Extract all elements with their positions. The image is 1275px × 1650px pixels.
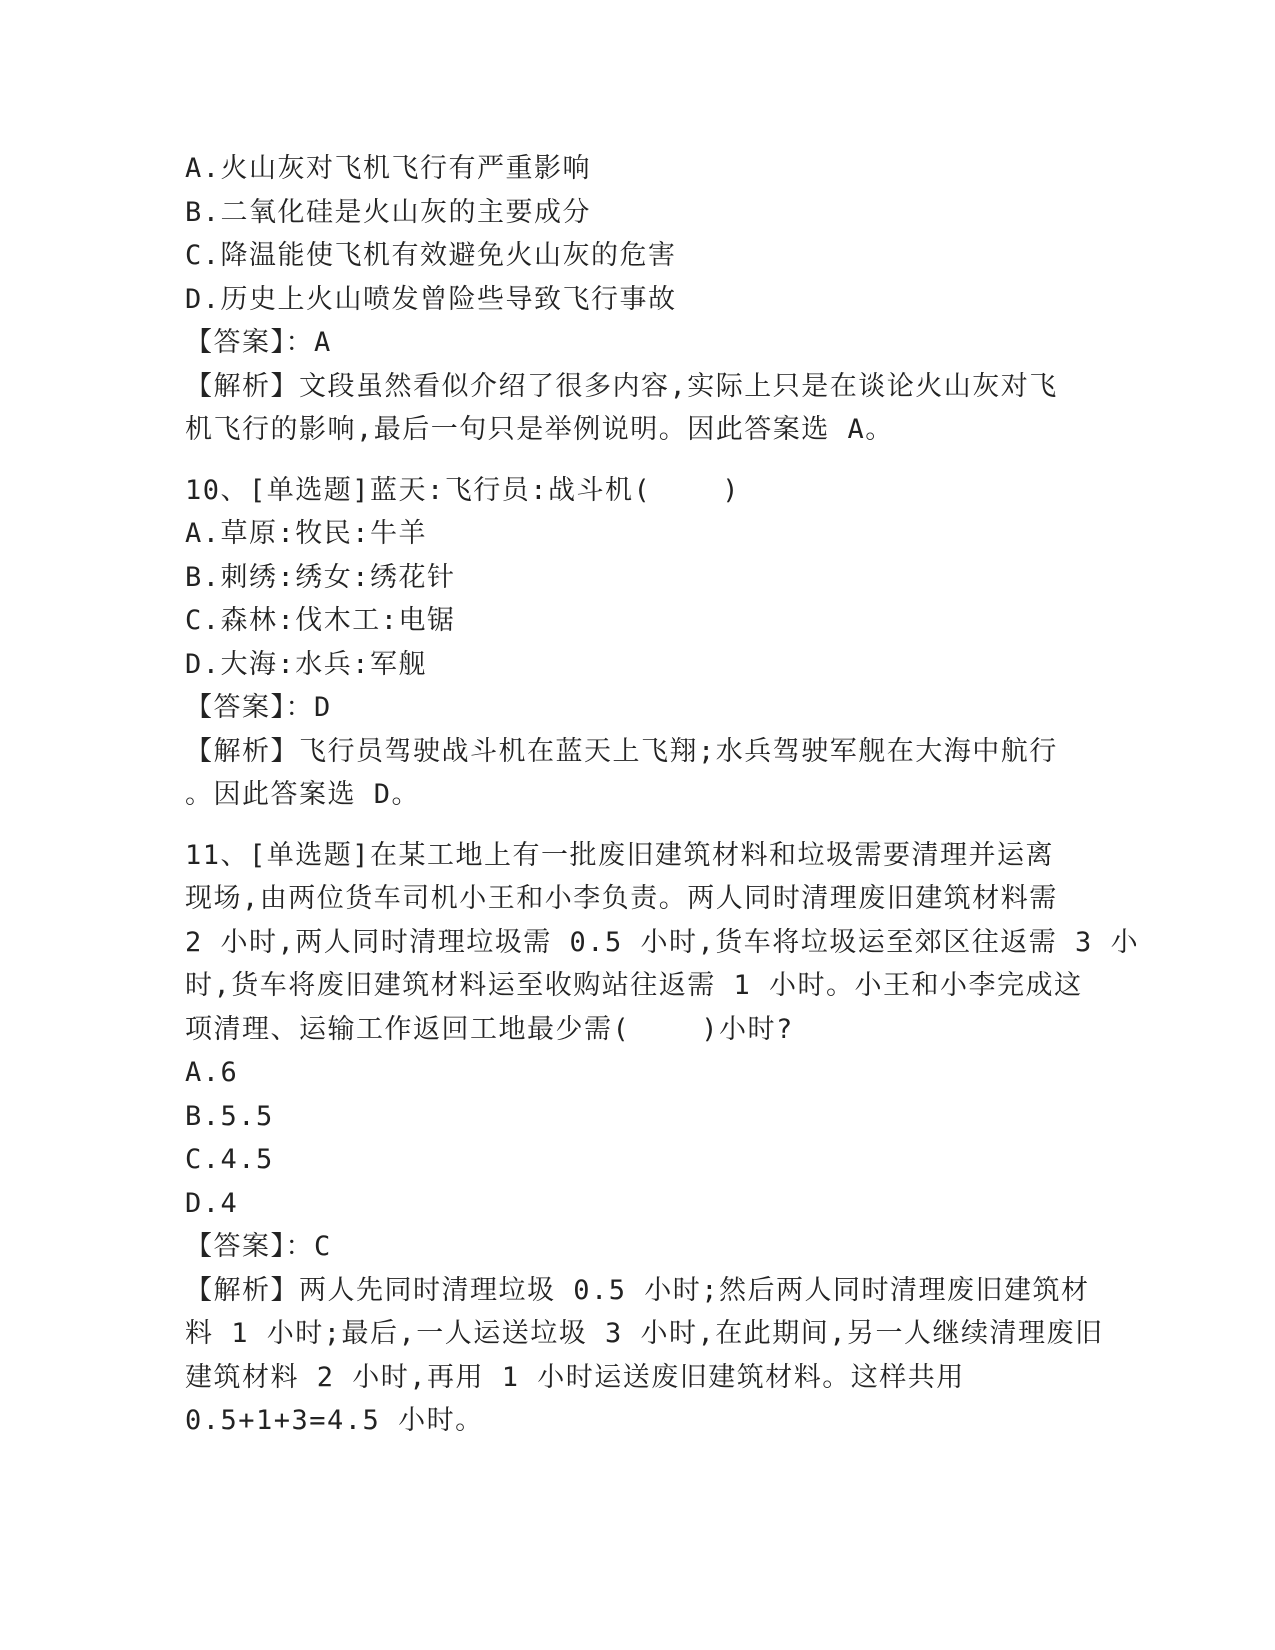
q11-option-c: C.4.5 xyxy=(185,1144,274,1175)
q9-option-c: C.降温能使飞机有效避免火山灰的危害 xyxy=(185,240,677,271)
q11-option-d: D.4 xyxy=(185,1187,239,1219)
q11-question-line-4: 时,货车将废旧建筑材料运至收购站往返需 1 小时。小王和小李完成这 xyxy=(185,970,1083,1001)
question-10 xyxy=(185,469,1085,817)
q11-option-b: B.5.5 xyxy=(185,1100,274,1132)
question-9 xyxy=(185,147,1085,452)
question-11 xyxy=(185,834,1140,1443)
q9-option-b: B.二氧化硅是火山灰的主要成分 xyxy=(185,196,592,228)
q11-analysis-line-4: 0.5+1+3=4.5 小时。 xyxy=(185,1405,484,1436)
q10-analysis-line-2: 。因此答案选 D。 xyxy=(185,779,421,810)
q11-question-line-1: 11、[单选题]在某工地上有一批废旧建筑材料和垃圾需要清理并运离 xyxy=(185,839,1055,871)
q11-question-line-5: 项清理、运输工作返回工地最少需( )小时? xyxy=(185,1013,794,1045)
q10-question: 10、[单选题]蓝天:飞行员:战斗机( ) xyxy=(185,474,741,506)
q11-question-line-3: 2 小时,两人同时清理垃圾需 0.5 小时,货车将垃圾运至郊区往返需 3 小 xyxy=(185,926,1140,958)
q11-analysis-line-3: 建筑材料 2 小时,再用 1 小时运送废旧建筑材料。这样共用 xyxy=(185,1361,965,1393)
q11-analysis-line-2: 料 1 小时;最后,一人运送垃圾 3 小时,在此期间,另一人继续清理废旧 xyxy=(185,1318,1104,1349)
q10-option-a: A.草原:牧民:牛羊 xyxy=(185,518,428,549)
q10-answer: 【答案】：D xyxy=(185,692,332,723)
q10-option-d: D.大海:水兵:军舰 xyxy=(185,648,428,680)
q11-question-line-2: 现场,由两位货车司机小王和小李负责。两人同时清理废旧建筑材料需 xyxy=(185,883,1058,914)
spacer xyxy=(185,452,1085,469)
spacer xyxy=(185,817,1085,834)
q10-option-c: C.森林:伐木工:电锯 xyxy=(185,605,456,636)
q9-analysis-line-2: 机飞行的影响,最后一句只是举例说明。因此答案选 A。 xyxy=(185,414,894,445)
q9-answer: 【答案】：A xyxy=(185,327,332,358)
q11-option-a: A.6 xyxy=(185,1057,239,1088)
document-page xyxy=(185,147,1140,1443)
q9-option-a: A.火山灰对飞机飞行有严重影响 xyxy=(185,153,592,184)
q10-option-b: B.刺绣:绣女:绣花针 xyxy=(185,561,456,593)
q10-analysis-line-1: 【解析】飞行员驾驶战斗机在蓝天上飞翔;水兵驾驶军舰在大海中航行 xyxy=(185,735,1058,767)
q9-option-d: D.历史上火山喷发曾险些导致飞行事故 xyxy=(185,283,677,315)
q9-analysis-line-1: 【解析】文段虽然看似介绍了很多内容,实际上只是在谈论火山灰对飞 xyxy=(185,370,1058,402)
q11-analysis-line-1: 【解析】两人先同时清理垃圾 0.5 小时;然后两人同时清理废旧建筑材 xyxy=(185,1274,1090,1306)
q11-answer: 【答案】：C xyxy=(185,1231,332,1262)
